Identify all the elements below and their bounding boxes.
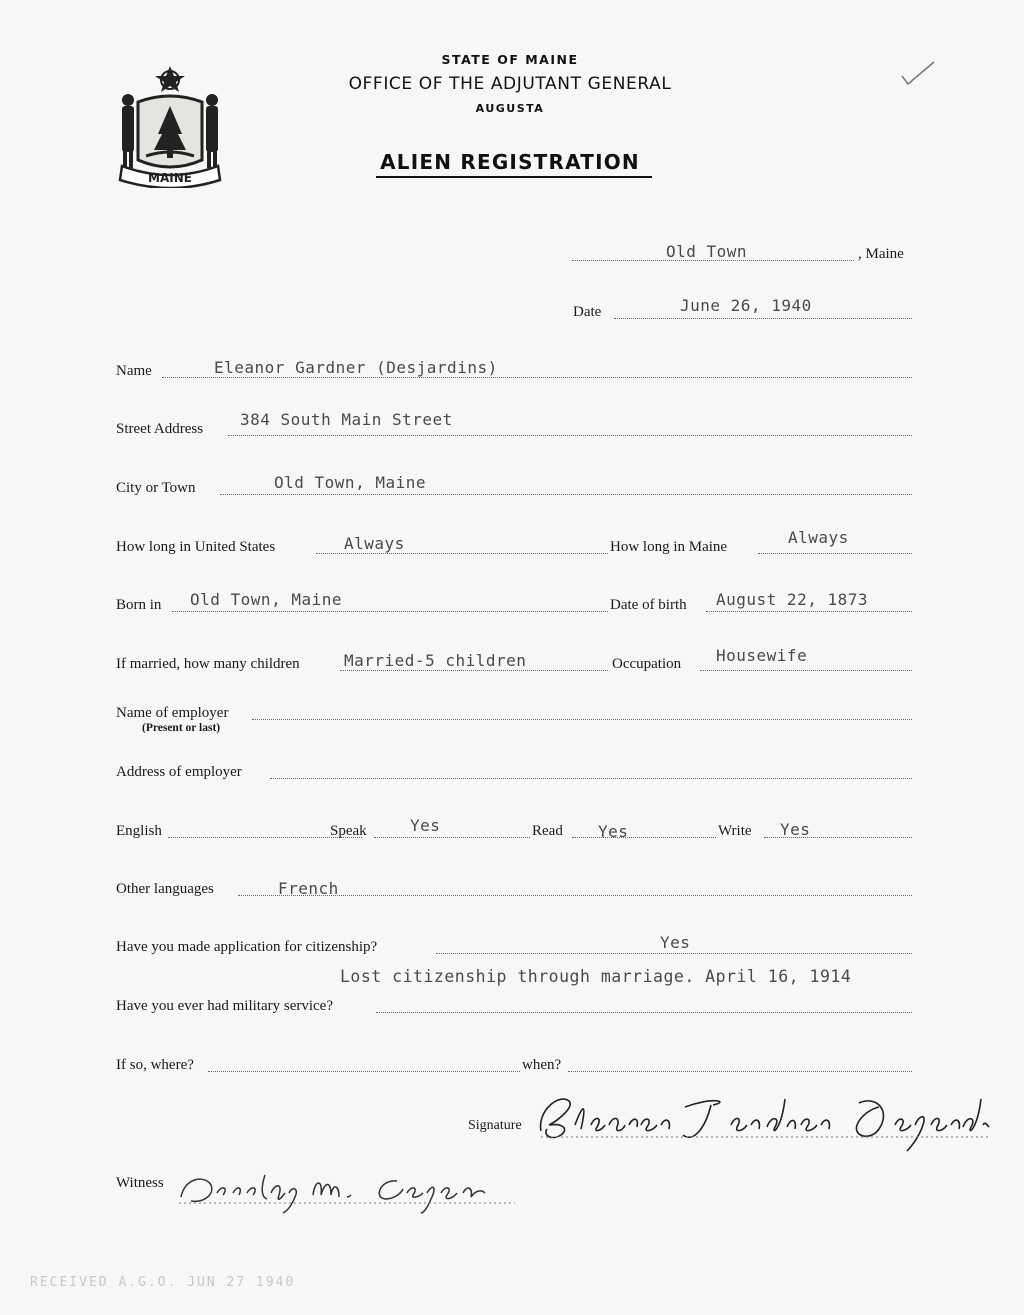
long-us-value: Always [344, 534, 405, 553]
employer-address-line [270, 778, 912, 779]
english-label: English [116, 823, 162, 839]
where-label: If so, where? [116, 1057, 194, 1073]
name-label: Name [116, 363, 152, 379]
witness-label: Witness [116, 1175, 164, 1191]
citizenship-line [436, 953, 912, 954]
military-label: Have you ever had military service? [116, 998, 333, 1014]
citizenship-label: Have you made application for citizenship? [116, 939, 378, 955]
street-label: Street Address [116, 421, 204, 437]
name-line [162, 377, 912, 378]
date-label: Date [573, 304, 602, 320]
check-mark-icon [898, 58, 938, 88]
citizenship-value: Yes [660, 933, 691, 952]
name-value: Eleanor Gardner (Desjardins) [214, 358, 498, 377]
signature-handwriting [535, 1085, 990, 1155]
received-stamp: RECEIVED A.G.O. JUN 27 1940 [30, 1275, 296, 1290]
dob-value: August 22, 1873 [716, 590, 868, 609]
long-us-line [316, 553, 608, 554]
born-line [172, 611, 608, 612]
occupation-line [700, 670, 912, 671]
born-value: Old Town, Maine [190, 590, 342, 609]
write-value: Yes [780, 820, 811, 839]
occupation-label: Occupation [612, 656, 682, 672]
city-heading: AUGUSTA [475, 102, 545, 115]
speak-label: Speak [330, 823, 367, 839]
employer-line [252, 719, 912, 720]
employer-sub-label: (Present or last) [142, 722, 221, 734]
office-heading: OFFICE OF THE ADJUTANT GENERAL [348, 74, 672, 94]
town-value: Old Town [666, 242, 748, 261]
speak-value: Yes [410, 816, 441, 835]
city-line [220, 494, 912, 495]
street-line [228, 435, 912, 436]
dob-line [706, 611, 912, 612]
when-line [568, 1071, 912, 1072]
long-me-value: Always [788, 528, 849, 547]
other-languages-label: Other languages [116, 881, 214, 897]
long-me-line [758, 553, 912, 554]
when-label: when? [522, 1057, 562, 1073]
military-line [376, 1012, 912, 1013]
children-label: If married, how many children [116, 656, 300, 672]
citizenship-note: Lost citizenship through marriage. April 16, 1914 [340, 967, 852, 986]
city-label: City or Town [116, 480, 196, 496]
read-line [572, 837, 716, 838]
title-underline [376, 176, 652, 178]
speak-line [374, 837, 530, 838]
long-me-label: How long in Maine [610, 539, 728, 555]
other-languages-value: French [278, 879, 339, 898]
read-label: Read [532, 823, 563, 839]
signature-label: Signature [468, 1118, 522, 1133]
city-value: Old Town, Maine [274, 473, 426, 492]
employer-label: Name of employer [116, 705, 229, 721]
date-value: June 26, 1940 [680, 296, 812, 315]
date-line [614, 318, 912, 319]
read-value: Yes [598, 822, 629, 841]
children-line [340, 670, 608, 671]
witness-handwriting [175, 1165, 520, 1215]
long-us-label: How long in United States [116, 539, 276, 555]
dob-label: Date of birth [610, 597, 687, 613]
state-heading: STATE OF MAINE [441, 52, 579, 67]
street-value: 384 South Main Street [240, 410, 453, 429]
children-value: Married-5 children [344, 651, 527, 670]
where-line [208, 1071, 520, 1072]
born-label: Born in [116, 597, 162, 613]
employer-address-label: Address of employer [116, 764, 242, 780]
occupation-value: Housewife [716, 646, 808, 665]
write-label: Write [718, 823, 752, 839]
form-title: ALIEN REGISTRATION [380, 150, 640, 174]
maine-label: , Maine [858, 246, 904, 262]
svg-text:MAINE: MAINE [148, 171, 192, 185]
other-languages-line [238, 895, 912, 896]
